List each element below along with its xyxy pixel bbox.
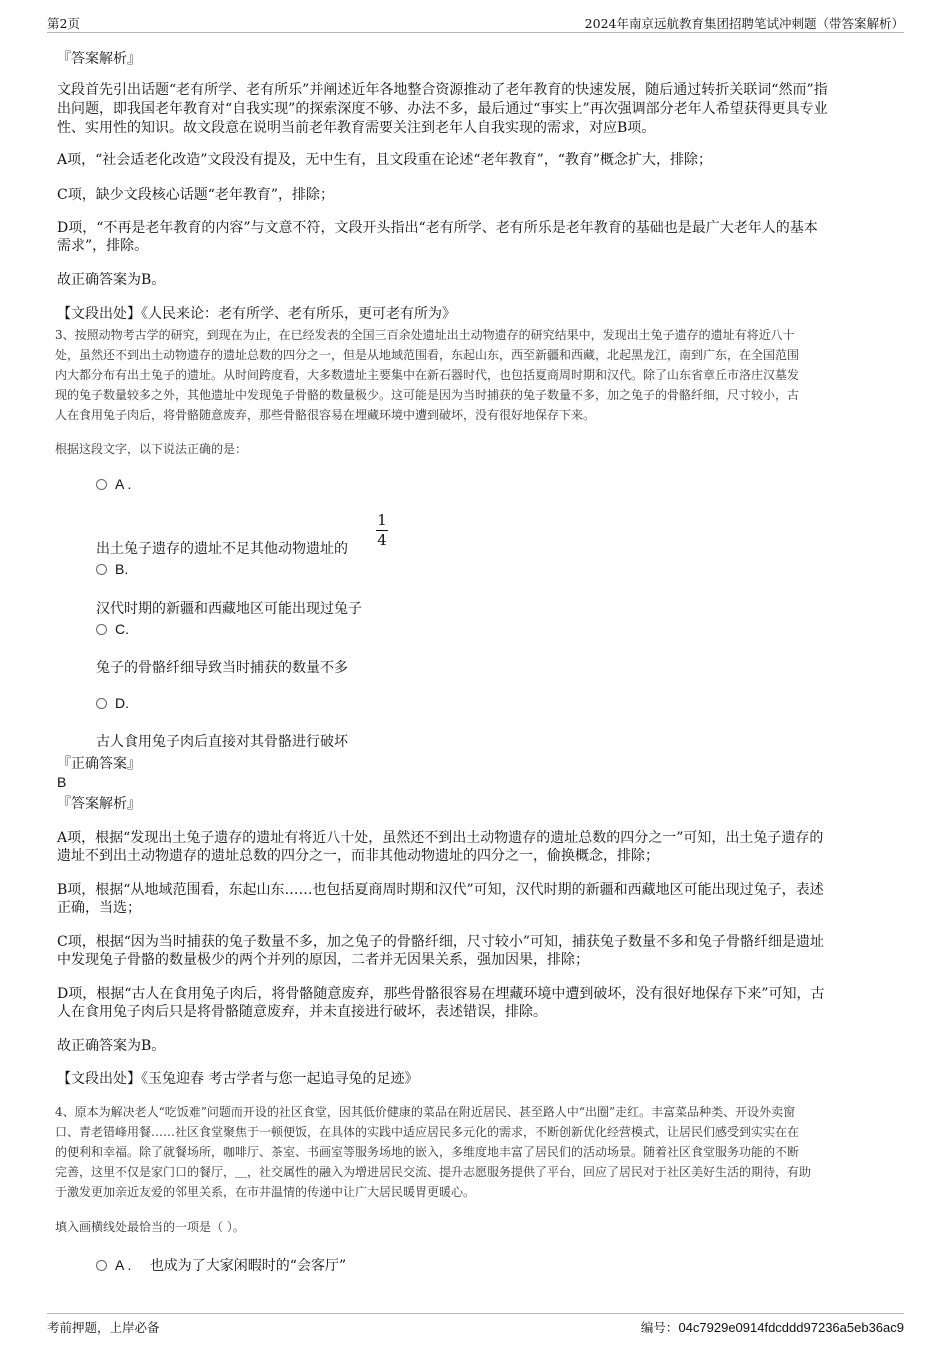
q3-prompt: 根据这段文字，以下说法正确的是：: [55, 442, 248, 456]
option-text: 也成为了大家闲暇时的“会客厅”: [149, 1258, 347, 1274]
q2-conclusion: 故正确答案为B。: [57, 272, 166, 288]
q3-stem-line: 人在食用兔子肉后，将骨骼随意废弃，那些骨骼很容易在埋藏环境中遭到破坏，没有很好地保存下来。: [55, 408, 596, 422]
q4-prompt: 填入画横线处最恰当的一项是（ ）。: [55, 1220, 245, 1234]
q3-c-analysis: C项，根据“因为当时捕获的兔子数量不多，加之兔子的骨骼纤细，尺寸较小”可知，捕获兔子数量不多和兔子骨骼纤细是遗址: [57, 934, 825, 950]
q3-stem-line: 现的兔子数量较多之外，其他遗址中发现兔子骨骼的数量极少。这可能是因为当时捕获的兔子数量不多，加之兔子的骨骼纤细，尺寸较小，古: [55, 388, 800, 402]
q3-analysis-heading: 『答案解析』: [57, 796, 141, 812]
page-header: [47, 14, 904, 33]
q4-stem-line: 于激发更加亲近友爱的邻里关系，在市井温情的传递中让广大居民暖胃更暖心。: [55, 1185, 476, 1199]
q2-option-a-analysis: A项，“社会适老化改造”文段没有提及，无中生有，且文段重在论述“老年教育”，“教育”概念扩大，排除；: [57, 152, 713, 168]
q3-stem-line: 3、按照动物考古学的研究，到现在为止，在已经发表的全国三百余处遗址出土动物遗存的研究结果中，发现出土兔子遗存的遗址有将近八十: [55, 328, 795, 342]
q3-a-analysis: A项，根据“发现出土兔子遗存的遗址有将近八十处，虽然还不到出土动物遗存的遗址总数的四分之一”可知，出土兔子遗存的: [57, 830, 824, 846]
q4-stem-line: 口、青老错峰用餐……社区食堂聚焦于一顿便饭，在具体的实践中适应居民多元化的需求，不断创新优化经营模式，让居民们感受到实实在在: [55, 1125, 800, 1139]
q2-option-d-analysis: 需求”，排除。: [57, 238, 149, 254]
q4-stem-line: 4、原本为解决老人“吃饭难”问题而开设的社区食堂，因其低价健康的菜品在附近居民、甚至路人中“出圈”走红。丰富菜品种类、开设外卖窗: [55, 1105, 796, 1119]
q2-option-c-analysis: C项，缺少文段核心话题“老年教育”，排除；: [57, 187, 335, 203]
footer-slogan: 考前押题，上岸必备: [47, 1320, 160, 1335]
radio-icon[interactable]: [96, 624, 107, 635]
q3-answer: B: [57, 774, 67, 790]
option-label: C.: [115, 621, 129, 637]
q3-a-analysis: 遗址不到出土动物遗存的遗址总数的四分之一，而非其他动物遗址的四分之一，偷换概念，排除；: [57, 848, 659, 864]
radio-icon[interactable]: [96, 479, 107, 490]
page-footer: [47, 1313, 904, 1336]
q2-analysis-heading: 『答案解析』: [57, 51, 141, 67]
radio-icon[interactable]: [96, 564, 107, 575]
option-label: A .: [115, 476, 132, 492]
page-number: 第2页: [47, 16, 80, 31]
fraction-denominator: 4: [377, 531, 387, 549]
q3-option-d[interactable]: [96, 695, 129, 712]
q3-option-c-text: 兔子的骨骼纤细导致当时捕获的数量不多: [96, 660, 348, 676]
q3-option-a-text: 出土兔子遗存的遗址不足其他动物遗址的: [96, 541, 348, 557]
fraction: [376, 512, 388, 549]
q3-b-analysis: 正确，当选；: [57, 900, 141, 916]
footer-code-label: 编号：: [640, 1320, 679, 1335]
q3-answer-heading: 『正确答案』: [57, 756, 141, 772]
footer-code-value: 04c7929e0914fdcddd97236a5eb36ac9: [678, 1320, 904, 1335]
fraction-numerator: 1: [377, 511, 387, 529]
q3-d-analysis: 人在食用兔子肉后只是将骨骼随意废弃，并未直接进行破坏，表述错误，排除。: [57, 1004, 547, 1020]
document-title: 2024年南京远航教育集团招聘笔试冲刺题（带答案解析）: [584, 16, 904, 31]
q2-source: 【文段出处】《人民来论：老有所学、老有所乐，更可老有所为》: [57, 306, 456, 322]
q3-stem-line: 内大都分布有出土兔子的遗址。从时间跨度看，大多数遗址主要集中在新石器时代，也包括夏商周时期和汉代。除了山东省章丘市洛庄汉墓发: [55, 368, 800, 382]
q4-option-a[interactable]: [96, 1255, 346, 1275]
q3-b-analysis: B项，根据“从地域范围看，东起山东……也包括夏商周时期和汉代”可知，汉代时期的新疆和西藏地区可能出现过兔子，表述: [57, 882, 824, 898]
q3-option-b[interactable]: [96, 561, 128, 578]
q4-stem-line: 完善，这里不仅是家门口的餐厅，＿，社交属性的融入为增进居民交流、提升志愿服务提供了平台，回应了居民对于社区美好生活的期待，有助: [55, 1165, 812, 1179]
q2-analysis-line: 性、实用性的知识。故文段意在说明当前老年教育需要关注到老年人自我实现的需求，对应B项。: [57, 120, 656, 136]
q3-source: 【文段出处】《玉兔迎春 考古学者与您一起追寻兔的足迹》: [57, 1071, 419, 1087]
option-label: D.: [115, 695, 129, 711]
q3-stem-line: 处，虽然还不到出土动物遗存的遗址总数的四分之一，但是从地域范围看，东起山东，西至新疆和西藏，北起黑龙江，南到广东，在全国范围: [55, 348, 800, 362]
q3-option-a[interactable]: [96, 476, 131, 493]
q3-option-d-text: 古人食用兔子肉后直接对其骨骼进行破坏: [96, 734, 348, 750]
q3-conclusion: 故正确答案为B。: [57, 1038, 166, 1054]
radio-icon[interactable]: [96, 698, 107, 709]
q3-d-analysis: D项，根据“古人在食用兔子肉后，将骨骼随意废弃，那些骨骼很容易在埋藏环境中遭到破坏，没有很好地保存下来”可知，古: [57, 986, 825, 1002]
option-label: B.: [115, 561, 129, 577]
q2-analysis-line: 出问题，即我国老年教育对“自我实现”的探索深度不够、办法不多，最后通过“事实上”再次强调部分老年人希望获得更具专业: [57, 101, 828, 117]
footer-code: [641, 1318, 904, 1336]
radio-icon[interactable]: [96, 1260, 107, 1271]
q3-c-analysis: 中发现兔子骨骼的数量极少的两个并列的原因，二者并无因果关系，强加因果，排除；: [57, 952, 589, 968]
q2-option-d-analysis: D项，“不再是老年教育的内容”与文意不符，文段开头指出“老有所学、老有所乐是老年教育的基础也是最广大老年人的基本: [57, 220, 818, 236]
q3-option-b-text: 汉代时期的新疆和西藏地区可能出现过兔子: [96, 601, 362, 617]
q3-option-c[interactable]: [96, 621, 129, 638]
q4-stem-line: 的便利和幸福。除了就餐场所，咖啡厅、茶室、书画室等服务场地的嵌入，多维度地丰富了居民们的活动场景。随着社区食堂服务功能的不断: [55, 1145, 800, 1159]
q2-analysis-line: 文段首先引出话题“老有所学、老有所乐”并阐述近年各地整合资源推动了老年教育的快速发展，随后通过转折关联词“然而”指: [57, 82, 828, 98]
option-label: A .: [115, 1257, 132, 1273]
